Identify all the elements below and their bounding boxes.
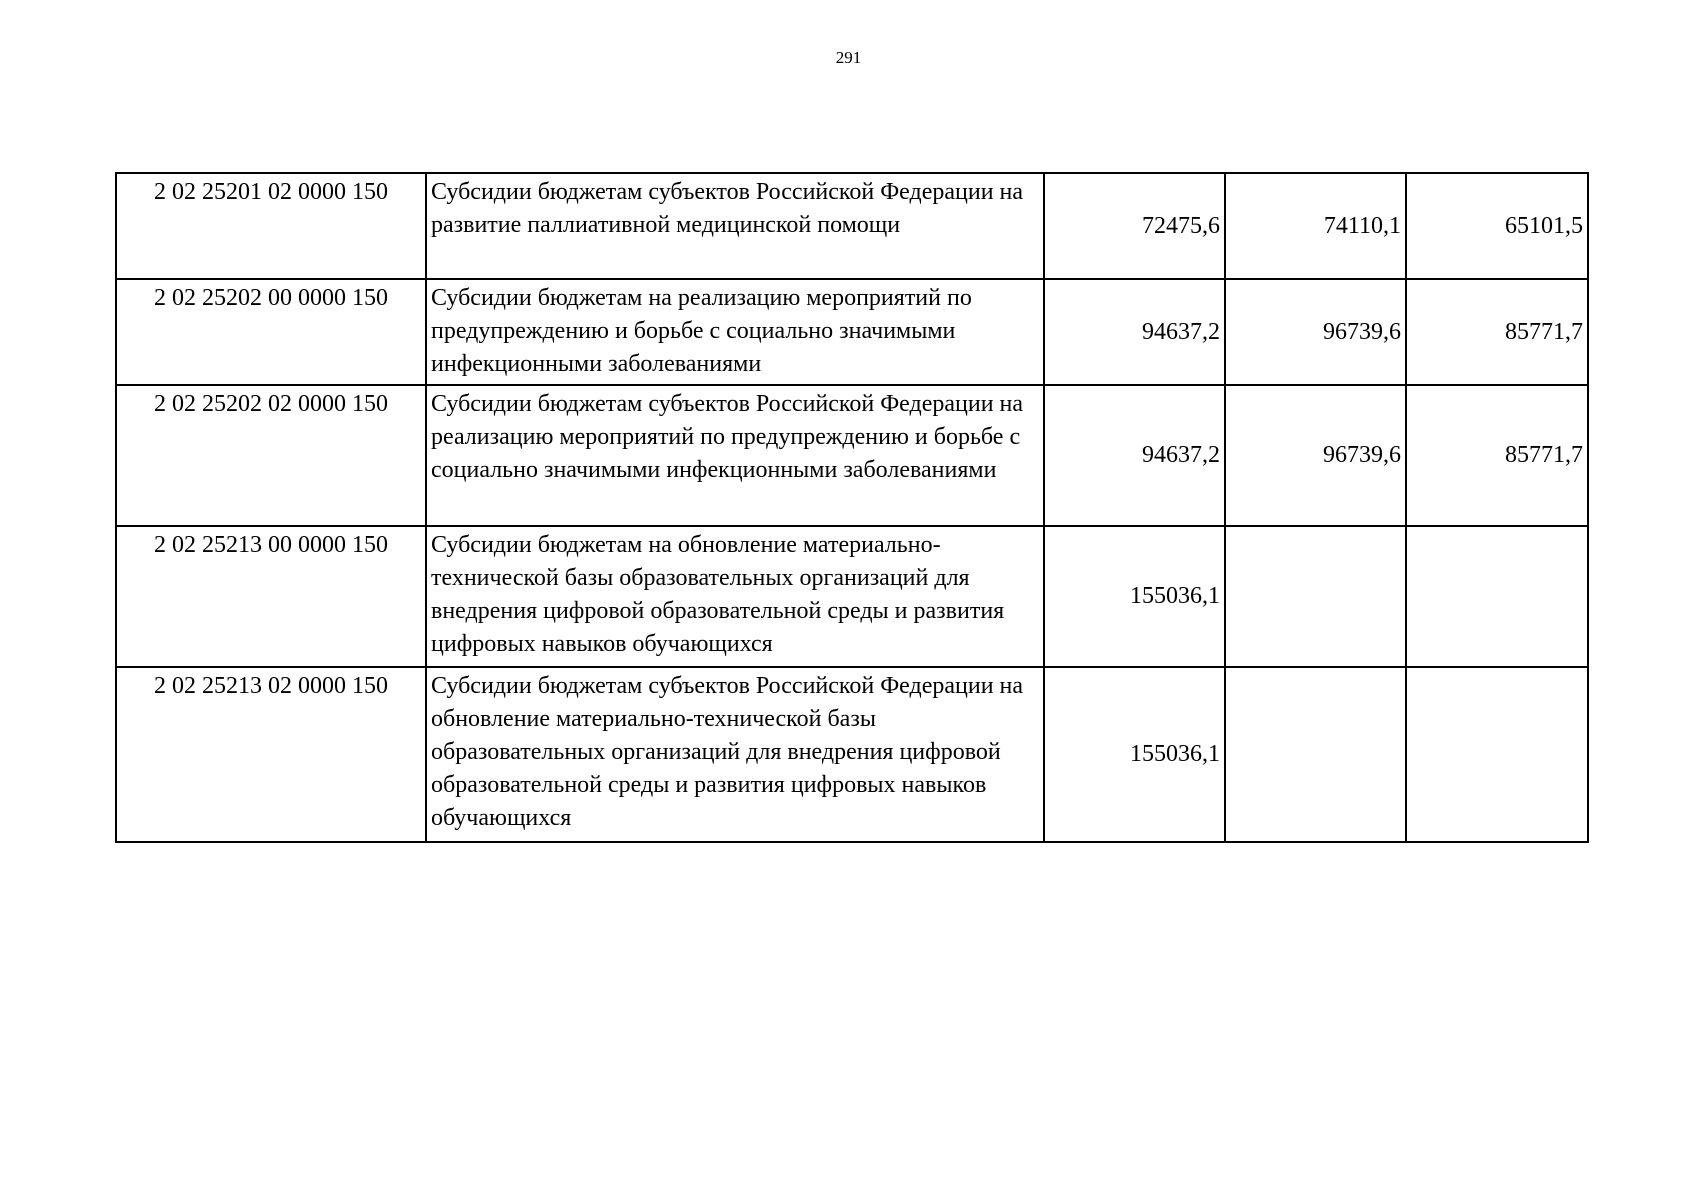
item-description: Субсидии бюджетам на обновление материально-технической базы образовательных организаций для внедрения цифровой образовательной среды и развития цифровых навыков обучающихся <box>426 526 1044 667</box>
amount-year-1: 72475,6 <box>1044 173 1225 279</box>
item-description: Субсидии бюджетам субъектов Российской Федерации на реализацию мероприятий по предупреждению и борьбе с социально значимыми инфекционными заболеваниями <box>426 385 1044 526</box>
budget-code: 2 02 25202 00 0000 150 <box>116 279 426 385</box>
amount-year-1: 155036,1 <box>1044 526 1225 667</box>
item-description: Субсидии бюджетам на реализацию мероприятий по предупреждению и борьбе с социально значимыми инфекционными заболеваниями <box>426 279 1044 385</box>
budget-code: 2 02 25201 02 0000 150 <box>116 173 426 279</box>
amount-year-2: 74110,1 <box>1225 173 1406 279</box>
item-description: Субсидии бюджетам субъектов Российской Федерации на развитие паллиативной медицинской помощи <box>426 173 1044 279</box>
amount-year-2: 96739,6 <box>1225 385 1406 526</box>
amount-year-3: 85771,7 <box>1406 385 1588 526</box>
page-number: 291 <box>835 48 862 67</box>
amount-year-1: 94637,2 <box>1044 279 1225 385</box>
amount-year-2 <box>1225 526 1406 667</box>
amount-year-2: 96739,6 <box>1225 279 1406 385</box>
item-description: Субсидии бюджетам субъектов Российской Федерации на обновление материально-технической базы образовательных организаций для внедрения цифровой образовательной среды и развития цифровых навыков обучающихся <box>426 667 1044 842</box>
table-row <box>116 173 1588 279</box>
table-row <box>116 279 1588 385</box>
budget-code: 2 02 25202 02 0000 150 <box>116 385 426 526</box>
amount-year-3: 65101,5 <box>1406 173 1588 279</box>
budget-code: 2 02 25213 02 0000 150 <box>116 667 426 842</box>
amount-year-2 <box>1225 667 1406 842</box>
amount-year-1: 94637,2 <box>1044 385 1225 526</box>
budget-code: 2 02 25213 00 0000 150 <box>116 526 426 667</box>
amount-year-3: 85771,7 <box>1406 279 1588 385</box>
table-row <box>116 526 1588 667</box>
table-row <box>116 667 1588 842</box>
budget-table <box>115 172 1589 843</box>
amount-year-1: 155036,1 <box>1044 667 1225 842</box>
amount-year-3 <box>1406 667 1588 842</box>
amount-year-3 <box>1406 526 1588 667</box>
table-row <box>116 385 1588 526</box>
